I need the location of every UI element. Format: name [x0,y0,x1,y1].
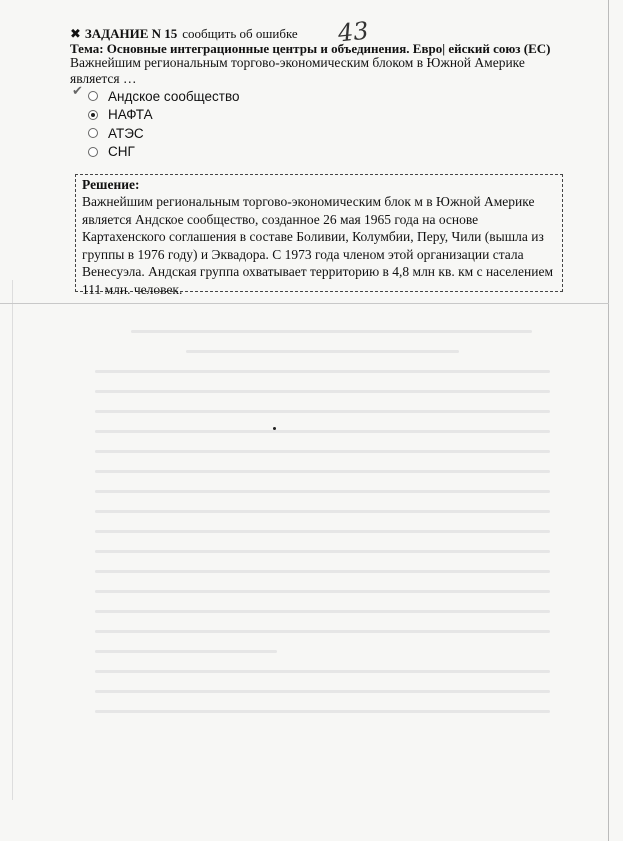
bleed-line [95,530,550,533]
bleed-line [95,610,550,613]
option-nafta[interactable] [88,106,240,125]
bleed-line [95,510,550,513]
bleed-line [95,470,550,473]
solution-text: Важнейшим региональным торгово-экономическим блок м в Южной Америке является Андское сообщество, созданное 26 мая 1965 года на основе Картахенского соглашения в составе Боливии, Колумбии, Перу, Чили (вышла из группы в 1976 году) и Эквадора. С 1973 года членом этой организации стала Венесуэла. Андская группа охватывает территорию в 4,8 млн кв. км с населением 111 млн. человек. [82,194,554,297]
bleed-line [95,710,550,713]
page-divider [0,303,609,304]
handwritten-score: 43 [336,16,370,48]
radio-icon[interactable] [88,147,98,157]
speck [273,427,276,430]
bleed-line [95,630,550,633]
bleed-line [186,350,459,353]
task-header [70,26,298,42]
report-error-link[interactable]: сообщить об ошибке [182,26,298,41]
bleed-line [95,390,550,393]
option-andean-community[interactable] [88,87,240,106]
page-edge-left [12,280,13,800]
answer-options [88,87,240,161]
bleed-line [95,650,277,653]
question-text: Важнейшим региональным торгово-экономическим блоком в Южной Америке является … [70,55,525,86]
bleed-line [95,590,550,593]
task-title: ЗАДАНИЕ N 15 [84,26,178,41]
solution-title: Решение: [82,177,140,192]
bleed-line [95,670,550,673]
radio-icon[interactable] [88,91,98,101]
bleed-line [131,330,531,333]
option-cis[interactable] [88,143,240,162]
bleed-line [95,450,550,453]
bleed-line [95,570,550,573]
bleed-line [95,370,550,373]
radio-selected-icon[interactable] [88,110,98,120]
option-label: СНГ [108,144,135,160]
option-label: Андское сообщество [108,88,240,104]
topic-line: Тема: Основные интеграционные центры и объединения. Евро| ейский союз (ЕС) [70,41,551,56]
bleed-line [95,430,550,433]
option-label: НАФТА [108,107,153,123]
close-x-icon: ✖ [70,26,81,42]
bleed-line [95,410,550,413]
bleed-through-text [95,330,550,730]
bleed-line [95,550,550,553]
page-edge [608,0,609,841]
bleed-line [95,490,550,493]
radio-icon[interactable] [88,128,98,138]
option-apec[interactable] [88,124,240,143]
bleed-line [95,690,550,693]
checkmark-icon: ✔ [72,84,83,99]
option-label: АТЭС [108,125,144,141]
